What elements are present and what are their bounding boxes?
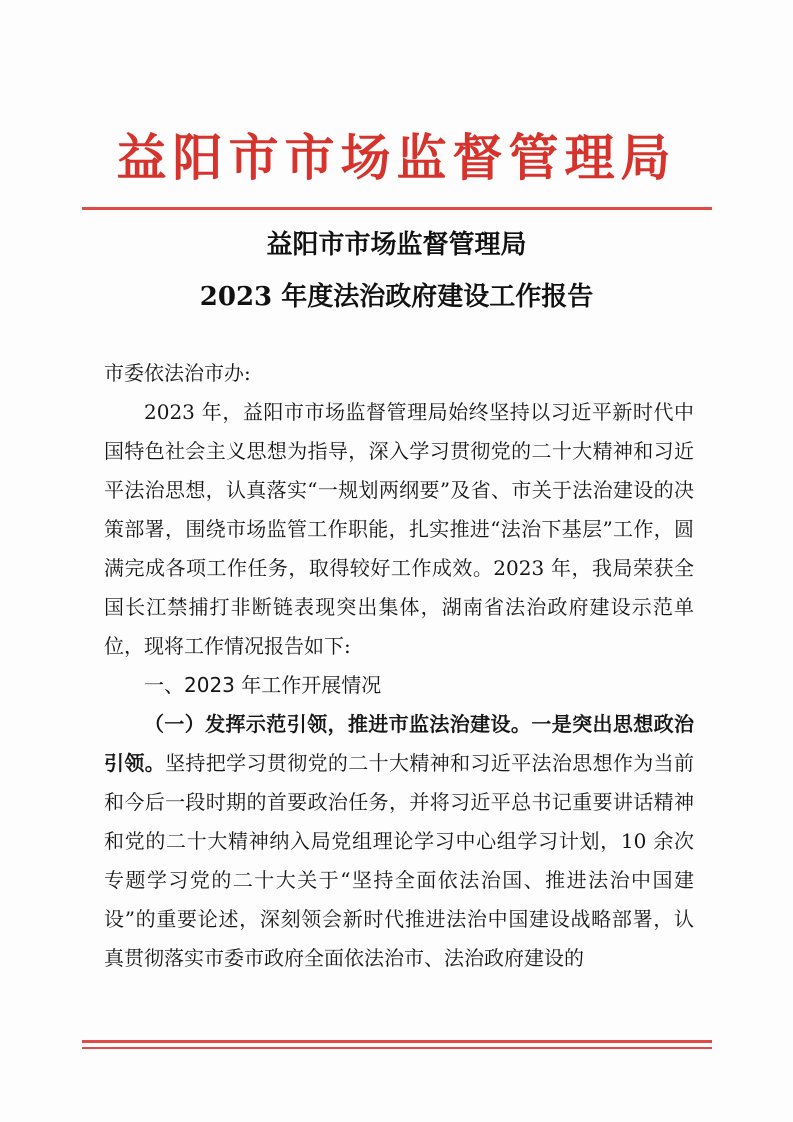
subsection-1-lead-in: 一是突出思想政治引领。: [104, 712, 695, 775]
report-body: [104, 354, 694, 978]
masthead-divider: [82, 207, 712, 210]
subsection-1-body: 坚持把学习贯彻党的二十大精神和习近平法治思想作为当前和今后一段时期的首要政治任务，并将习近平总书记重要讲话精神和党的二十大精神纳入局党组理论学习中心组学习计划，10 余次专题学习党的二十大关于“坚持全面依法治国、推进法治中国建设”的重要论述，深刻领会新时代推进法治中国建设战略部署，认真贯彻落实市委市政府全面依法治市、法治政府建设的: [104, 751, 695, 970]
report-title-line2: 2023 年度法治政府建设工作报告: [199, 282, 594, 312]
intro-paragraph: 2023 年，益阳市市场监督管理局始终坚持以习近平新时代中国特色社会主义思想为指导，深入学习贯彻党的二十大精神和习近平法治思想，认真落实“一规划两纲要”及省、市关于法治建设的决策部署，围绕市场监管工作职能，扎实推进“法治下基层”工作，圆满完成各项工作任务，取得较好工作成效。2023 年，我局荣获全国长江禁捕打非断链表现突出集体，湖南省法治政府建设示范单位，现将工作情况报告如下:: [104, 400, 694, 658]
section-1-heading: 一、2023 年工作开展情况: [144, 673, 382, 697]
masthead-org-name: 益阳市市场监督管理局: [116, 128, 677, 187]
salutation: 市委依法治市办:: [104, 361, 251, 385]
footer-divider-thick: [82, 1040, 712, 1043]
subsection-1-heading: （一）发挥示范引领，推进市监法治建设。: [144, 712, 532, 736]
footer-divider-thin: [82, 1047, 712, 1049]
report-title-line1: 益阳市市场监督管理局: [266, 230, 527, 260]
subsection-1-paragraph: [104, 705, 694, 978]
